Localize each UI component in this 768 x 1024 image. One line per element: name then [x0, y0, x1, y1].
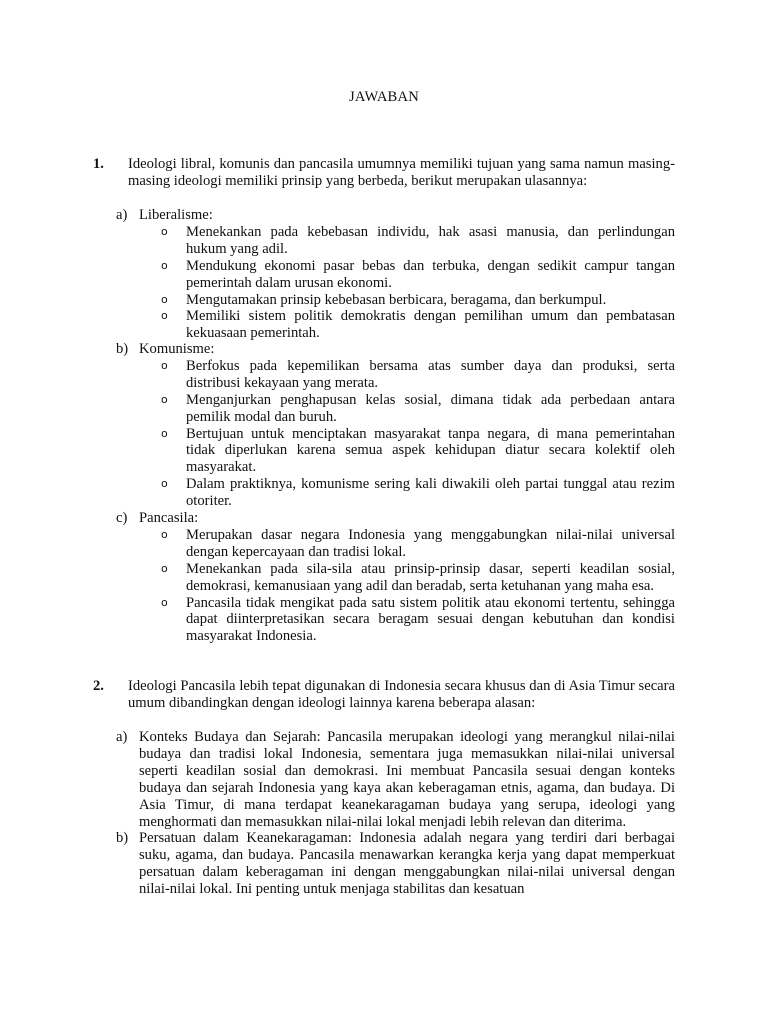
bullet-circle-icon: o — [161, 358, 168, 372]
section-pancasila — [116, 510, 675, 645]
bullet-circle-icon: o — [161, 258, 168, 272]
bullet-circle-icon: o — [161, 224, 168, 238]
section-heading — [116, 341, 675, 358]
section-title: Liberalisme: — [139, 207, 213, 223]
list-item: o Merupakan dasar negara Indonesia yang menggabungkan nilai-nilai universal dengan kepercayaan dan tradisi lokal. — [161, 526, 675, 560]
bullet-circle-icon: o — [161, 309, 168, 323]
section-liberalisme — [116, 207, 675, 342]
section-title: Komunisme: — [139, 341, 215, 357]
list-item: o Dalam praktiknya, komunisme sering kali diwakili oleh partai tunggal atau rezim otoriter. — [161, 476, 675, 510]
bullet-circle-icon: o — [161, 561, 168, 575]
bullet-circle-icon: o — [161, 426, 168, 440]
section-letter: b) — [116, 341, 129, 357]
bullet-circle-icon: o — [161, 595, 168, 609]
list-item — [116, 729, 675, 830]
section-heading — [116, 207, 675, 224]
bullet-circle-icon: o — [161, 477, 168, 491]
section-heading — [116, 510, 675, 527]
point-text: Konteks Budaya dan Sejarah: Pancasila merupakan ideologi yang merangkul nilai-nilai budaya dan tradisi lokal Indonesia, sementara juga memasukkan nilai-nilai universal seperti keadilan sosial dan demokrasi. Ini membuat Pancasila sesuai dengan konteks budaya dan sejarah Indonesia yang kaya akan keberagaman etnis, agama, dan budaya. Di Asia Timur, di mana terdapat keanekaragaman budaya yang serupa, ideologi yang menghormati dan memasukkan nilai-nilai lokal menjadi lebih relevan dan diterima. — [139, 729, 675, 830]
point-letter: a) — [116, 729, 128, 745]
question-number: 2. — [93, 678, 104, 694]
list-item: o Mendukung ekonomi pasar bebas dan terbuka, dengan sedikit campur tangan pemerintah dalam urusan ekonomi. — [161, 257, 675, 291]
section-letter: a) — [116, 207, 128, 223]
list-item: o Berfokus pada kepemilikan bersama atas sumber daya dan produksi, serta distribusi kekayaan yang merata. — [161, 357, 675, 391]
question-text: Ideologi Pancasila lebih tepat digunakan di Indonesia secara khusus dan di Asia Timur secara umum dibandingkan dengan ideologi lainnya karena beberapa alasan: — [128, 678, 675, 711]
list-item: o Mengutamakan prinsip kebebasan berbicara, beragama, dan berkumpul. — [161, 291, 607, 308]
question-2 — [93, 678, 675, 712]
list-item: o Memiliki sistem politik demokratis dengan pemilihan umum dan pembatasan kekuasaan pemerintah. — [161, 308, 675, 342]
page-title: JAWABAN — [349, 89, 419, 105]
question-text: Ideologi libral, komunis dan pancasila umumnya memiliki tujuan yang sama namun masing-masing ideologi memiliki prinsip yang berbeda, berikut merupakan ulasannya: — [128, 156, 675, 189]
section-title: Pancasila: — [139, 510, 199, 526]
question-number: 1. — [93, 156, 104, 172]
bullet-circle-icon: o — [161, 392, 168, 406]
list-item: o Pancasila tidak mengikat pada satu sistem politik atau ekonomi tertentu, sehingga dapat diinterpretasikan secara beragam sesuai dengan kebutuhan dan kondisi masyarakat Indonesia. — [161, 594, 675, 645]
point-text: Persatuan dalam Keanekaragaman: Indonesia adalah negara yang terdiri dari berbagai suku, agama, dan budaya. Pancasila menawarkan kerangka kerja yang dapat memperkuat persatuan dalam keberagaman ini dengan menggabungkan nilai-nilai universal dengan nilai-nilai lokal. Ini penting untuk menjaga stabilitas dan kesatuan — [139, 830, 675, 898]
bullet-circle-icon: o — [161, 527, 168, 541]
bullet-circle-icon: o — [161, 292, 168, 306]
question-2-points — [116, 729, 675, 898]
list-item: o Menganjurkan penghapusan kelas sosial, dimana tidak ada perbedaan antara pemilik modal dan buruh. — [161, 391, 675, 425]
section-letter: c) — [116, 510, 128, 526]
question-1 — [93, 156, 675, 190]
list-item — [116, 830, 675, 898]
list-item: o Bertujuan untuk menciptakan masyarakat tanpa negara, di mana pemerintahan tidak diperlukan karena semua aspek kehidupan diatur secara kolektif oleh masyarakat. — [161, 425, 675, 476]
list-item: o Menekankan pada sila-sila atau prinsip-prinsip dasar, seperti keadilan sosial, demokrasi, kemanusiaan yang adil dan beradab, serta ketuhanan yang maha esa. — [161, 560, 675, 594]
list-item: o Menekankan pada kebebasan individu, hak asasi manusia, dan perlindungan hukum yang adil. — [161, 223, 675, 257]
point-letter: b) — [116, 830, 129, 847]
section-komunisme — [116, 341, 675, 510]
